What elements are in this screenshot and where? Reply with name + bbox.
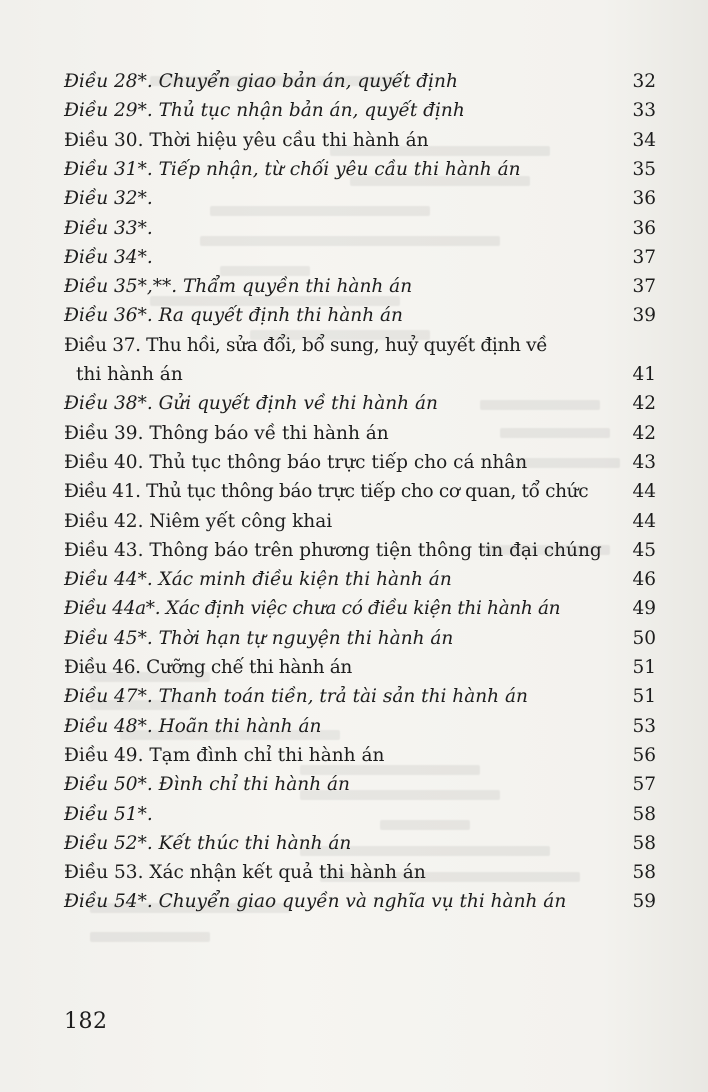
toc-entry-page: 50 xyxy=(632,627,656,649)
toc-entry-page: 46 xyxy=(632,569,656,591)
toc-entry-page: 56 xyxy=(632,744,656,766)
toc-entry-page: 39 xyxy=(632,305,656,327)
toc-entry-title: Điều 50*. Đình chỉ thi hành án xyxy=(64,774,350,796)
toc-entry-title: Điều 44*. Xác minh điều kiện thi hành án xyxy=(64,569,452,591)
toc-entry-title: Điều 46. Cưỡng chế thi hành án xyxy=(64,657,352,678)
toc-entry-page: 37 xyxy=(632,276,656,298)
toc-entry-title: Điều 47*. Thanh toán tiền, trả tài sản thi hành án xyxy=(64,686,528,708)
toc-entry-title: Điều 52*. Kết thúc thi hành án xyxy=(64,832,352,854)
toc-entry-page: 57 xyxy=(632,774,656,796)
toc-entry-page: 37 xyxy=(632,246,656,268)
toc-entry-title: Điều 51*. xyxy=(64,803,153,825)
toc-entry-page: 43 xyxy=(632,451,656,473)
toc-entry-page: 45 xyxy=(632,539,656,561)
toc-entry-page: 58 xyxy=(632,832,656,854)
toc-entry-title: Điều 41. Thủ tục thông báo trực tiếp cho cơ quan, tổ chức xyxy=(64,481,589,503)
toc-entry-title: Điều 30. Thời hiệu yêu cầu thi hành án xyxy=(64,129,429,151)
toc-entry-title: Điều 48*. Hoãn thi hành án xyxy=(64,715,322,737)
toc-entry-title: Điều 29*. Thủ tục nhận bản án, quyết định xyxy=(64,100,465,122)
toc-entry-title: Điều 39. Thông báo về thi hành án xyxy=(64,422,389,444)
toc-entry-page: 36 xyxy=(632,188,656,210)
toc-entry-page: 41 xyxy=(632,364,656,385)
toc-entry-title: Điều 40. Thủ tục thông báo trực tiếp cho cá nhân xyxy=(64,451,528,473)
toc-entry-page: 53 xyxy=(632,715,656,737)
toc-entry-page: 42 xyxy=(632,393,656,415)
toc-entry-title: Điều 37. Thu hồi, sửa đổi, bổ sung, huỷ quyết định về xyxy=(64,334,548,356)
toc-entry-page: 51 xyxy=(632,657,656,678)
toc-entry-title: Điều 49. Tạm đình chỉ thi hành án xyxy=(64,744,385,766)
toc-entry-page: 34 xyxy=(632,129,656,151)
toc-entry-title: Điều 44a*. Xác định việc chưa có điều kiện thi hành án xyxy=(64,598,561,620)
toc-entry-page: 33 xyxy=(632,100,656,122)
toc-entry-title: Điều 32*. xyxy=(64,188,153,210)
toc-entry-title: Điều 38*. Gửi quyết định về thi hành án xyxy=(64,393,438,415)
toc-entry-title: Điều 35*,**. Thẩm quyền thi hành án xyxy=(64,276,413,298)
toc-entry-page: 58 xyxy=(632,862,656,884)
toc-entry-page: 42 xyxy=(632,422,656,444)
toc-entry-title: Điều 54*. Chuyển giao quyền và nghĩa vụ thi hành án xyxy=(64,891,567,913)
toc-entry-title: Điều 53. Xác nhận kết quả thi hành án xyxy=(64,862,426,884)
toc-entry-page: 49 xyxy=(632,598,656,620)
toc-entry-title: Điều 31*. Tiếp nhận, từ chối yêu cầu thi hành án xyxy=(64,158,521,180)
toc-entry-title: thi hành án xyxy=(76,364,183,385)
page-number: 182 xyxy=(64,1009,108,1034)
toc-entry-page: 36 xyxy=(632,217,656,239)
toc-entry-title: Điều 43. Thông báo trên phương tiện thông tin đại chúng xyxy=(64,539,602,561)
toc-entry-page: 58 xyxy=(632,803,656,825)
toc-entry-page: 44 xyxy=(632,510,656,532)
toc-entry-page: 32 xyxy=(632,71,656,92)
toc-entry-page: 59 xyxy=(632,891,656,913)
toc-entry-title: Điều 45*. Thời hạn tự nguyện thi hành án xyxy=(64,627,454,649)
toc-entry-title: Điều 33*. xyxy=(64,217,153,239)
toc-entry-page: 44 xyxy=(632,481,656,503)
toc-entry-title: Điều 36*. Ra quyết định thi hành án xyxy=(64,305,403,327)
toc-entry-page: 51 xyxy=(632,686,656,708)
toc-entry-title: Điều 42. Niêm yết công khai xyxy=(64,510,333,532)
toc-entry-page: 35 xyxy=(632,158,656,180)
toc-entry-title: Điều 28*. Chuyển giao bản án, quyết định xyxy=(64,71,458,92)
toc-entry-title: Điều 34*. xyxy=(64,246,153,268)
